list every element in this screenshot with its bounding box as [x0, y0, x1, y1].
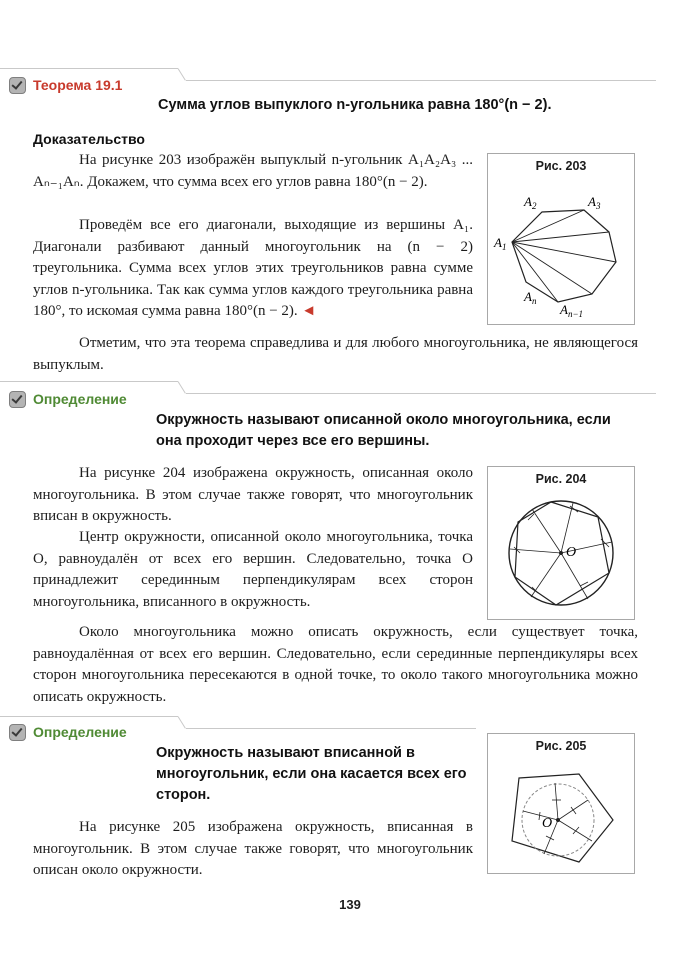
figure-205-caption: Рис. 205	[535, 739, 587, 753]
circumscribed-polygon	[512, 774, 613, 862]
proof-paragraph-1	[33, 150, 473, 193]
figure-205	[487, 733, 635, 874]
radius	[555, 783, 558, 820]
radius	[523, 811, 558, 820]
definition1-paragraph-1	[33, 463, 473, 528]
vertex-a1-label: $A_1$	[494, 235, 507, 252]
tick	[573, 827, 579, 834]
tick	[539, 812, 540, 820]
definition1-header-line-right	[186, 393, 656, 394]
definition2-title: Определение	[33, 724, 127, 740]
vertex-a2-label: $A_2$	[524, 194, 537, 211]
vertex-a3-label: $A_3$	[588, 194, 601, 211]
definition1-text-2: Центр окружности, описанной около многоугольника, точка O, равноудалён от всех его вершин. Следовательно, точка O принадлежит серединным перпендикулярам всех сторон многоугольника, вписанного в окружность.	[33, 529, 473, 610]
theorem-statement: Сумма углов выпуклого n-угольника равна 180°(n − 2).	[158, 97, 552, 113]
definition2-header-bend	[178, 716, 186, 728]
definition2-header-line	[0, 716, 178, 717]
definition1-text-1: На рисунке 204 изображена окружность, описанная около многоугольника. В этом случае также говорят, что многоугольник вписан в окружность.	[33, 465, 473, 525]
tick	[580, 582, 588, 586]
check-icon	[9, 391, 26, 408]
definition1-statement: Окружность называют описанной около многоугольника, если она проходит через все его вершины.	[156, 412, 611, 449]
check-icon	[9, 724, 26, 741]
proof-paragraph-2	[33, 215, 473, 323]
figure-203-drawing	[488, 154, 634, 324]
proof-note-text: Отметим, что эта теорема справедлива и для любого многоугольника, не являющегося выпуклым.	[33, 335, 638, 373]
proof-text-2: Проведём все его диагонали, выходящие из вершины A₁. Диагонали разбивают данный многоугольник на (n − 2) треугольника. Сумма всех углов этих треугольников равна сумме углов n-угольника. Так как сумма углов каждого треугольника равна 180°, то искомая сумма равна 180°(n − 2).	[33, 217, 473, 320]
definition2-header-line-right	[186, 728, 476, 729]
page-number: 139	[339, 897, 361, 912]
figure-204	[487, 466, 635, 620]
figure-203-caption: Рис. 203	[535, 159, 587, 173]
definition1-header-line	[0, 381, 178, 382]
proof-label: Доказательство	[33, 131, 145, 147]
theorem-header-line-right	[186, 80, 656, 81]
proof-text-1: На рисунке 203 изображён выпуклый n-угольник A₁A₂A₃ ... Aₙ₋₁Aₙ. Докажем, что сумма всех его углов равна 180°(n − 2).	[33, 152, 473, 190]
center-point	[559, 551, 563, 555]
center-point	[556, 818, 560, 822]
bisector	[532, 509, 561, 553]
definition1-paragraph-2	[33, 527, 473, 613]
diagonal	[512, 210, 584, 242]
center-o-label: O	[566, 545, 577, 560]
diagonal	[512, 232, 609, 242]
theorem-header-line	[0, 68, 178, 69]
figure-204-caption: Рис. 204	[535, 472, 587, 486]
figure-205-drawing	[488, 734, 634, 873]
definition1-paragraph-3	[33, 622, 638, 708]
diagonal	[512, 242, 558, 302]
vertex-an1-label: $A_{n-1}$	[560, 302, 584, 319]
definition2-text-1: На рисунке 205 изображена окружность, вписанная в многоугольник. В этом случае также говорят, что многоугольник описан около окружности.	[33, 819, 473, 879]
definition1-text-3: Около многоугольника можно описать окружность, если существует точка, равноудалённая от всех его вершин. Следовательно, если серединные перпендикуляры всех сторон многоугольника пересекаются в одной точке, то около такого многоугольника можно описать окружность.	[33, 624, 638, 705]
theorem-header-bend	[178, 68, 186, 80]
definition2-statement: Окружность называют вписанной в многоугольник, если она касается всех его сторон.	[156, 745, 467, 803]
definition2-paragraph-1	[33, 817, 473, 882]
definition1-header-bend	[178, 381, 186, 393]
radius	[558, 820, 592, 841]
center-o-label: O	[542, 816, 553, 831]
vertex-an-label: $A_n$	[524, 289, 537, 306]
proof-note	[33, 333, 638, 376]
check-icon	[9, 77, 26, 94]
figure-203	[487, 153, 635, 325]
figure-204-drawing	[488, 467, 634, 619]
end-of-proof-mark: ◄	[301, 303, 317, 320]
theorem-title: Теорема 19.1	[33, 77, 123, 93]
definition1-title: Определение	[33, 391, 127, 407]
